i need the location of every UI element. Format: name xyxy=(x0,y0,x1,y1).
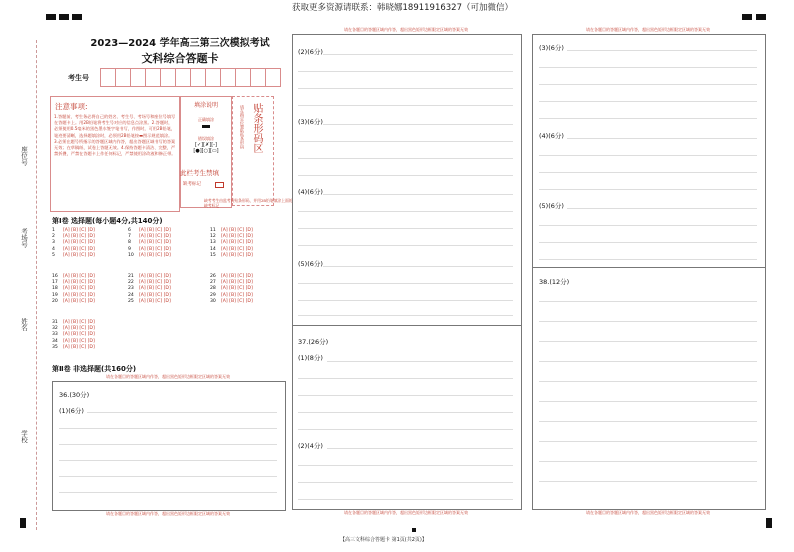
corner-mark xyxy=(72,14,82,20)
answer-line xyxy=(539,242,757,243)
answer-line xyxy=(539,381,757,382)
barcode-area xyxy=(232,96,274,206)
answer-line xyxy=(298,175,513,176)
answer-box-page3[interactable] xyxy=(532,34,766,510)
corner-mark xyxy=(59,14,69,20)
corner-mark xyxy=(742,14,752,20)
notice-body: 1.答题前，考生务必将自己的姓名、考生号、考场号和座位号填写在答题卡上。用2B铅笔将考生号对应的信息点涂黑。2.答题时，必须使用0.5毫米的黑色墨水签字笔书写，作图时，可用2B铅笔，笔迹要清晰，选择题填涂时，必须用2B铅笔按▬图示规范填涂。3.必须在题号所指示的答题区域内作答，超出答题区域书写的答案无效；在草稿纸、试卷上答题无效。4.保持答题卡清洁、完整，严禁折叠，严禁在答题卡上作任何标记，严禁使用涂改液和修正带。 xyxy=(54,114,176,157)
answer-note-p3-bottom: 请在各题目的答题区域内作答，超出黑色矩形边框限定区域的答案无效 xyxy=(586,510,710,515)
answer-line xyxy=(298,158,513,159)
choice-group-21-25[interactable]: 21 [A] [B] [C] [D] 22 [A] [B] [C] [D] 23 [A] [B] [C] [D] 24 [A] [B] [C] [D] 25 [A] [B] [C] [D] xyxy=(128,274,171,304)
answer-line xyxy=(59,492,277,493)
answer-line xyxy=(298,211,513,212)
notice-box xyxy=(50,96,180,212)
answer-note-p3: 请在各题目的答题区域内作答，超出黑色矩形边框限定区域的答案无效 xyxy=(586,27,710,32)
correct-fill-label: 正确填涂 xyxy=(198,117,214,122)
section-divider xyxy=(533,267,765,268)
answer-line xyxy=(539,189,757,190)
fill-instructions xyxy=(180,96,232,208)
choice-group-1-5[interactable]: 1 [A] [B] [C] [D] 2 [A] [B] [C] [D] 3 [A] [B] [C] [D] 4 [A] [B] [C] [D] 5 [A] [B] [C] [D] xyxy=(52,228,95,258)
fill-heading: 填涂说明 xyxy=(193,102,218,109)
choice-group-11-15[interactable]: 11 [A] [B] [C] [D] 12 [A] [B] [C] [D] 13 [A] [B] [C] [D] 14 [A] [B] [C] [D] 15 [A] [B] [C] [D] xyxy=(210,228,253,258)
answer-line xyxy=(539,401,757,402)
corner-mark xyxy=(412,528,416,532)
absent-note: 缺考考生由监考员贴条形码，并用2B铅笔填涂上面的缺考标记 xyxy=(204,198,293,208)
answer-line xyxy=(323,124,513,125)
contact-info: 获取更多资源请联系：韩晓娜18911916327（可加微信） xyxy=(292,3,513,13)
correct-fill-sample xyxy=(202,125,210,128)
answer-line xyxy=(298,300,513,301)
answer-line xyxy=(298,412,513,413)
exam-room-label: 考场号 xyxy=(20,228,28,248)
answer-line xyxy=(327,448,513,449)
exam-number-label: 考生号 xyxy=(68,74,89,82)
answer-line xyxy=(59,444,277,445)
q37-1-label: (1)(8分) xyxy=(298,354,323,362)
choice-group-6-10[interactable]: 6 [A] [B] [C] [D] 7 [A] [B] [C] [D] 8 [A] [B] [C] [D] 9 [A] [B] [C] [D] 10 [A] [B] [C] [D] xyxy=(128,228,171,258)
answer-line xyxy=(539,481,757,482)
answer-line xyxy=(539,67,757,68)
section1-title: 第Ⅰ卷 选择题(每小题4分,共140分) xyxy=(52,217,163,225)
answer-line xyxy=(298,499,513,500)
barcode-big-text: 贴条形码区 xyxy=(251,103,262,153)
choice-group-26-30[interactable]: 26 [A] [B] [C] [D] 27 [A] [B] [C] [D] 28 [A] [B] [C] [D] 29 [A] [B] [C] [D] 30 [A] [B] [C] [D] xyxy=(210,274,253,304)
answer-line xyxy=(539,301,757,302)
answer-line xyxy=(567,138,757,139)
answer-box-q36[interactable] xyxy=(52,381,286,511)
answer-note-bottom: 请在各题目的答题区域内作答，超出黑色矩形边框限定区域的答案无效 xyxy=(106,511,230,516)
answer-line xyxy=(323,54,513,55)
answer-line xyxy=(298,228,513,229)
corner-mark xyxy=(46,14,56,20)
answer-line xyxy=(323,194,513,195)
q36-2-label: (2)(6分) xyxy=(298,48,323,56)
answer-line xyxy=(298,245,513,246)
answer-line xyxy=(298,105,513,106)
answer-line xyxy=(539,341,757,342)
answer-line xyxy=(298,482,513,483)
answer-line xyxy=(539,101,757,102)
answer-line xyxy=(59,460,277,461)
answer-line xyxy=(539,84,757,85)
q36-5-label: (5)(6分) xyxy=(298,260,323,268)
answer-note-p2-bottom: 请在各题目的答题区域内作答，超出黑色矩形边框限定区域的答案无效 xyxy=(344,510,468,515)
answer-line xyxy=(539,361,757,362)
section-divider xyxy=(293,325,521,326)
q37-2-label: (2)(4分) xyxy=(298,442,323,450)
q37-3-label: (3)(6分) xyxy=(539,44,564,52)
answer-line xyxy=(298,88,513,89)
answer-line xyxy=(539,259,757,260)
corner-mark xyxy=(756,14,766,20)
seat-label: 座位号 xyxy=(20,146,28,166)
q37-5-label: (5)(6分) xyxy=(539,202,564,210)
answer-line xyxy=(539,461,757,462)
answer-line xyxy=(539,225,757,226)
answer-line xyxy=(539,321,757,322)
answer-line xyxy=(539,441,757,442)
answer-line xyxy=(327,361,513,362)
corner-mark xyxy=(20,518,26,528)
answer-line xyxy=(539,155,757,156)
name-label: 姓名 xyxy=(20,318,28,331)
corner-mark xyxy=(766,518,772,528)
wrong-fill-sample: [✓][✗][-] [●][○][▭] xyxy=(193,142,219,154)
q36-label: 36.(30分) xyxy=(59,391,90,399)
answer-line xyxy=(539,118,757,119)
answer-line xyxy=(539,172,757,173)
answer-line xyxy=(298,141,513,142)
notice-heading: 注意事项: xyxy=(55,102,88,111)
absent-label: 缺考标记 xyxy=(183,182,201,187)
school-label: 学校 xyxy=(20,430,28,443)
answer-box-page2[interactable] xyxy=(292,34,522,510)
answer-line xyxy=(567,50,757,51)
answer-line xyxy=(323,266,513,267)
answer-line xyxy=(298,378,513,379)
answer-line xyxy=(539,421,757,422)
answer-line xyxy=(298,315,513,316)
q37-4-label: (4)(6分) xyxy=(539,132,564,140)
answer-line xyxy=(298,395,513,396)
choice-group-16-20[interactable]: 16 [A] [B] [C] [D] 17 [A] [B] [C] [D] 18 [A] [B] [C] [D] 19 [A] [B] [C] [D] 20 [A] [B] [C] [D] xyxy=(52,274,95,304)
binding-line xyxy=(36,40,37,530)
q36-3-label: (3)(6分) xyxy=(298,118,323,126)
answer-note: 请在各题目的答题区域内作答，超出黑色矩形边框限定区域的答案无效 xyxy=(106,374,230,379)
q36-4-label: (4)(6分) xyxy=(298,188,323,196)
wrong-fill-label: 错误填涂 xyxy=(198,136,214,141)
section2-title: 第Ⅱ卷 非选择题(共160分) xyxy=(52,365,137,373)
answer-sheet-title: 文科综合答题卡 xyxy=(141,52,219,65)
choice-group-31-35[interactable]: 31 [A] [B] [C] [D] 32 [A] [B] [C] [D] 33 [A] [B] [C] [D] 34 [A] [B] [C] [D] 35 [A] [B] [C] [D] xyxy=(52,320,95,350)
q37-label: 37.(26分) xyxy=(298,338,329,346)
exam-title: 2023—2024 学年高三第三次模拟考试 xyxy=(90,38,270,49)
answer-line xyxy=(59,476,277,477)
answer-line xyxy=(298,71,513,72)
answer-line xyxy=(87,412,277,413)
barcode-small-text: 请在指定位置粘贴条形码 xyxy=(240,105,245,149)
forbid-text: 此栏考生禁填 xyxy=(180,169,219,177)
q36-1-label: (1)(6分) xyxy=(59,407,84,415)
absent-checkbox[interactable] xyxy=(215,182,224,188)
answer-line xyxy=(298,283,513,284)
exam-number-boxes[interactable] xyxy=(100,68,281,87)
answer-line xyxy=(298,429,513,430)
q38-label: 38.(12分) xyxy=(539,278,570,286)
answer-line xyxy=(59,428,277,429)
answer-note-p2: 请在各题目的答题区域内作答，超出黑色矩形边框限定区域的答案无效 xyxy=(344,27,468,32)
answer-line xyxy=(567,208,757,209)
page-footer: 【高三文科综合答题卡 第1页(共2页)】 xyxy=(340,537,427,543)
answer-line xyxy=(298,465,513,466)
